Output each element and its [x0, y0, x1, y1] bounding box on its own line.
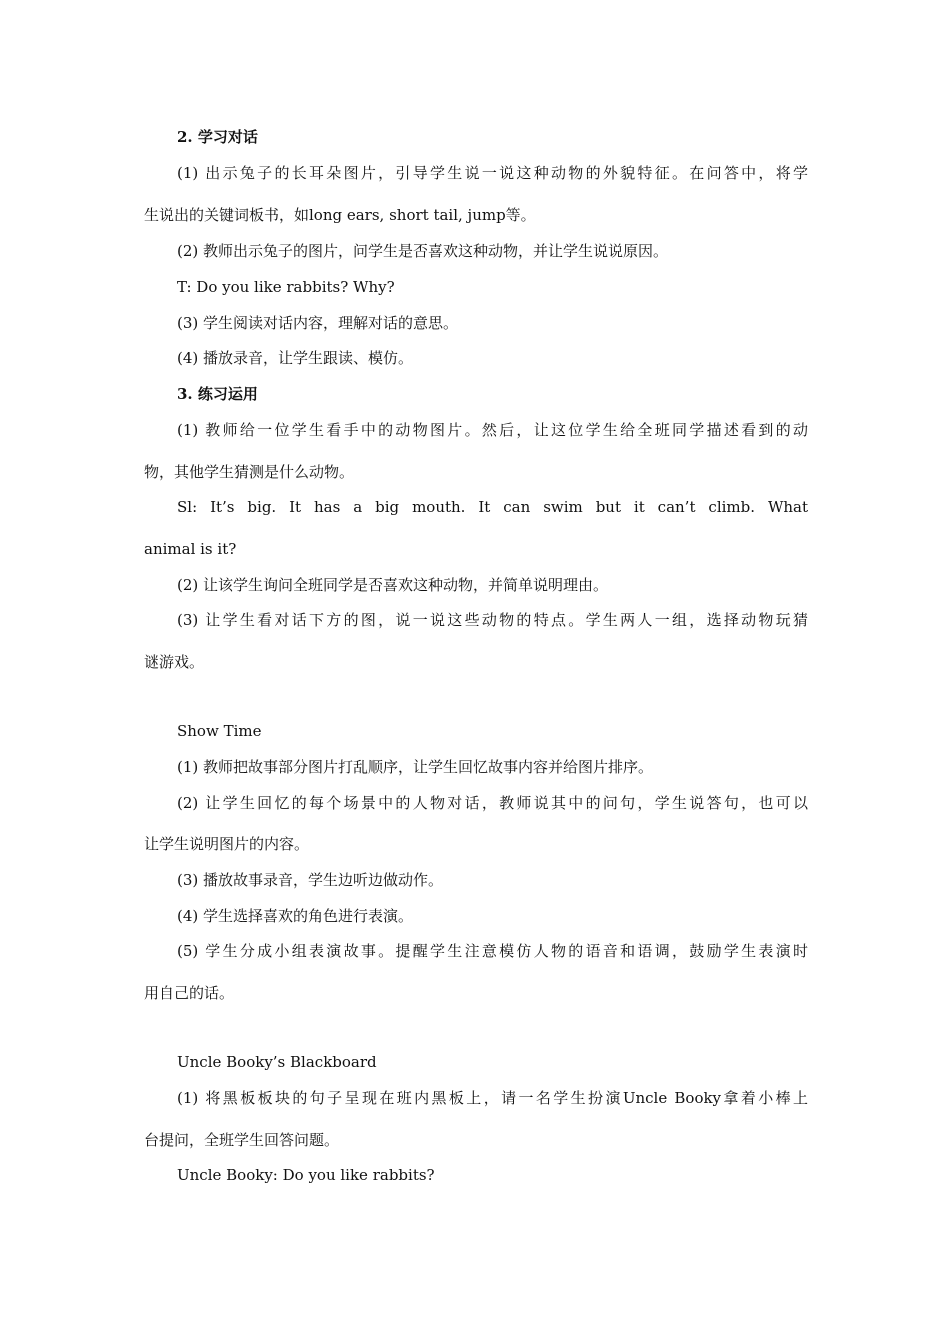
- paragraph-line: 用自己的话。: [144, 984, 235, 1002]
- paragraph-line: 物，其他学生猜测是什么动物。: [144, 463, 355, 481]
- paragraph-line: T: Do you like rabbits? Why?: [177, 278, 395, 296]
- paragraph-line: (2) 让该学生询问全班同学是否喜欢这种动物，并简单说明理由。: [177, 576, 609, 594]
- paragraph-line: 台提问，全班学生回答问题。: [144, 1131, 340, 1149]
- paragraph-line: (4) 播放录音，让学生跟读、模仿。: [177, 349, 414, 367]
- section-heading: 2. 学习对话: [177, 128, 258, 146]
- paragraph-line: animal is it?: [144, 540, 237, 558]
- paragraph-line: 谜游戏。: [144, 653, 205, 671]
- paragraph-line: (2) 让学生回忆的每个场景中的人物对话，教师说其中的问句，学生说答句，也可以: [177, 794, 808, 812]
- paragraph-line: (1) 教师给一位学生看手中的动物图片。然后，让这位学生给全班同学描述看到的动: [177, 421, 808, 439]
- paragraph-line: Sl: It’s big. It has a big mouth. It can swim but it can’t climb. What: [177, 498, 808, 516]
- paragraph-line: (1) 将黑板板块的句子呈现在班内黑板上，请一名学生扮演Uncle Booky拿着小棒上: [177, 1089, 808, 1107]
- section-heading: Uncle Booky’s Blackboard: [177, 1053, 377, 1071]
- section-heading: 3. 练习运用: [177, 385, 258, 403]
- paragraph-line: (4) 学生选择喜欢的角色进行表演。: [177, 907, 414, 925]
- paragraph-line: (5) 学生分成小组表演故事。提醒学生注意模仿人物的语音和语调，鼓励学生表演时: [177, 942, 808, 960]
- paragraph-line: (2) 教师出示兔子的图片，问学生是否喜欢这种动物，并让学生说说原因。: [177, 242, 669, 260]
- paragraph-line: (3) 让学生看对话下方的图，说一说这些动物的特点。学生两人一组，选择动物玩猜: [177, 611, 808, 629]
- paragraph-line: Uncle Booky: Do you like rabbits?: [177, 1166, 435, 1184]
- paragraph-line: (1) 教师把故事部分图片打乱顺序，让学生回忆故事内容并给图片排序。: [177, 758, 654, 776]
- paragraph-line: (3) 学生阅读对话内容，理解对话的意思。: [177, 314, 459, 332]
- paragraph-line: 让学生说明图片的内容。: [144, 835, 310, 853]
- section-heading: Show Time: [177, 722, 262, 740]
- paragraph-line: (3) 播放故事录音，学生边听边做动作。: [177, 871, 444, 889]
- paragraph-line: (1) 出示兔子的长耳朵图片，引导学生说一说这种动物的外貌特征。在问答中，将学: [177, 164, 808, 182]
- paragraph-line: 生说出的关键词板书，如long ears, short tail, jump等。: [144, 206, 536, 224]
